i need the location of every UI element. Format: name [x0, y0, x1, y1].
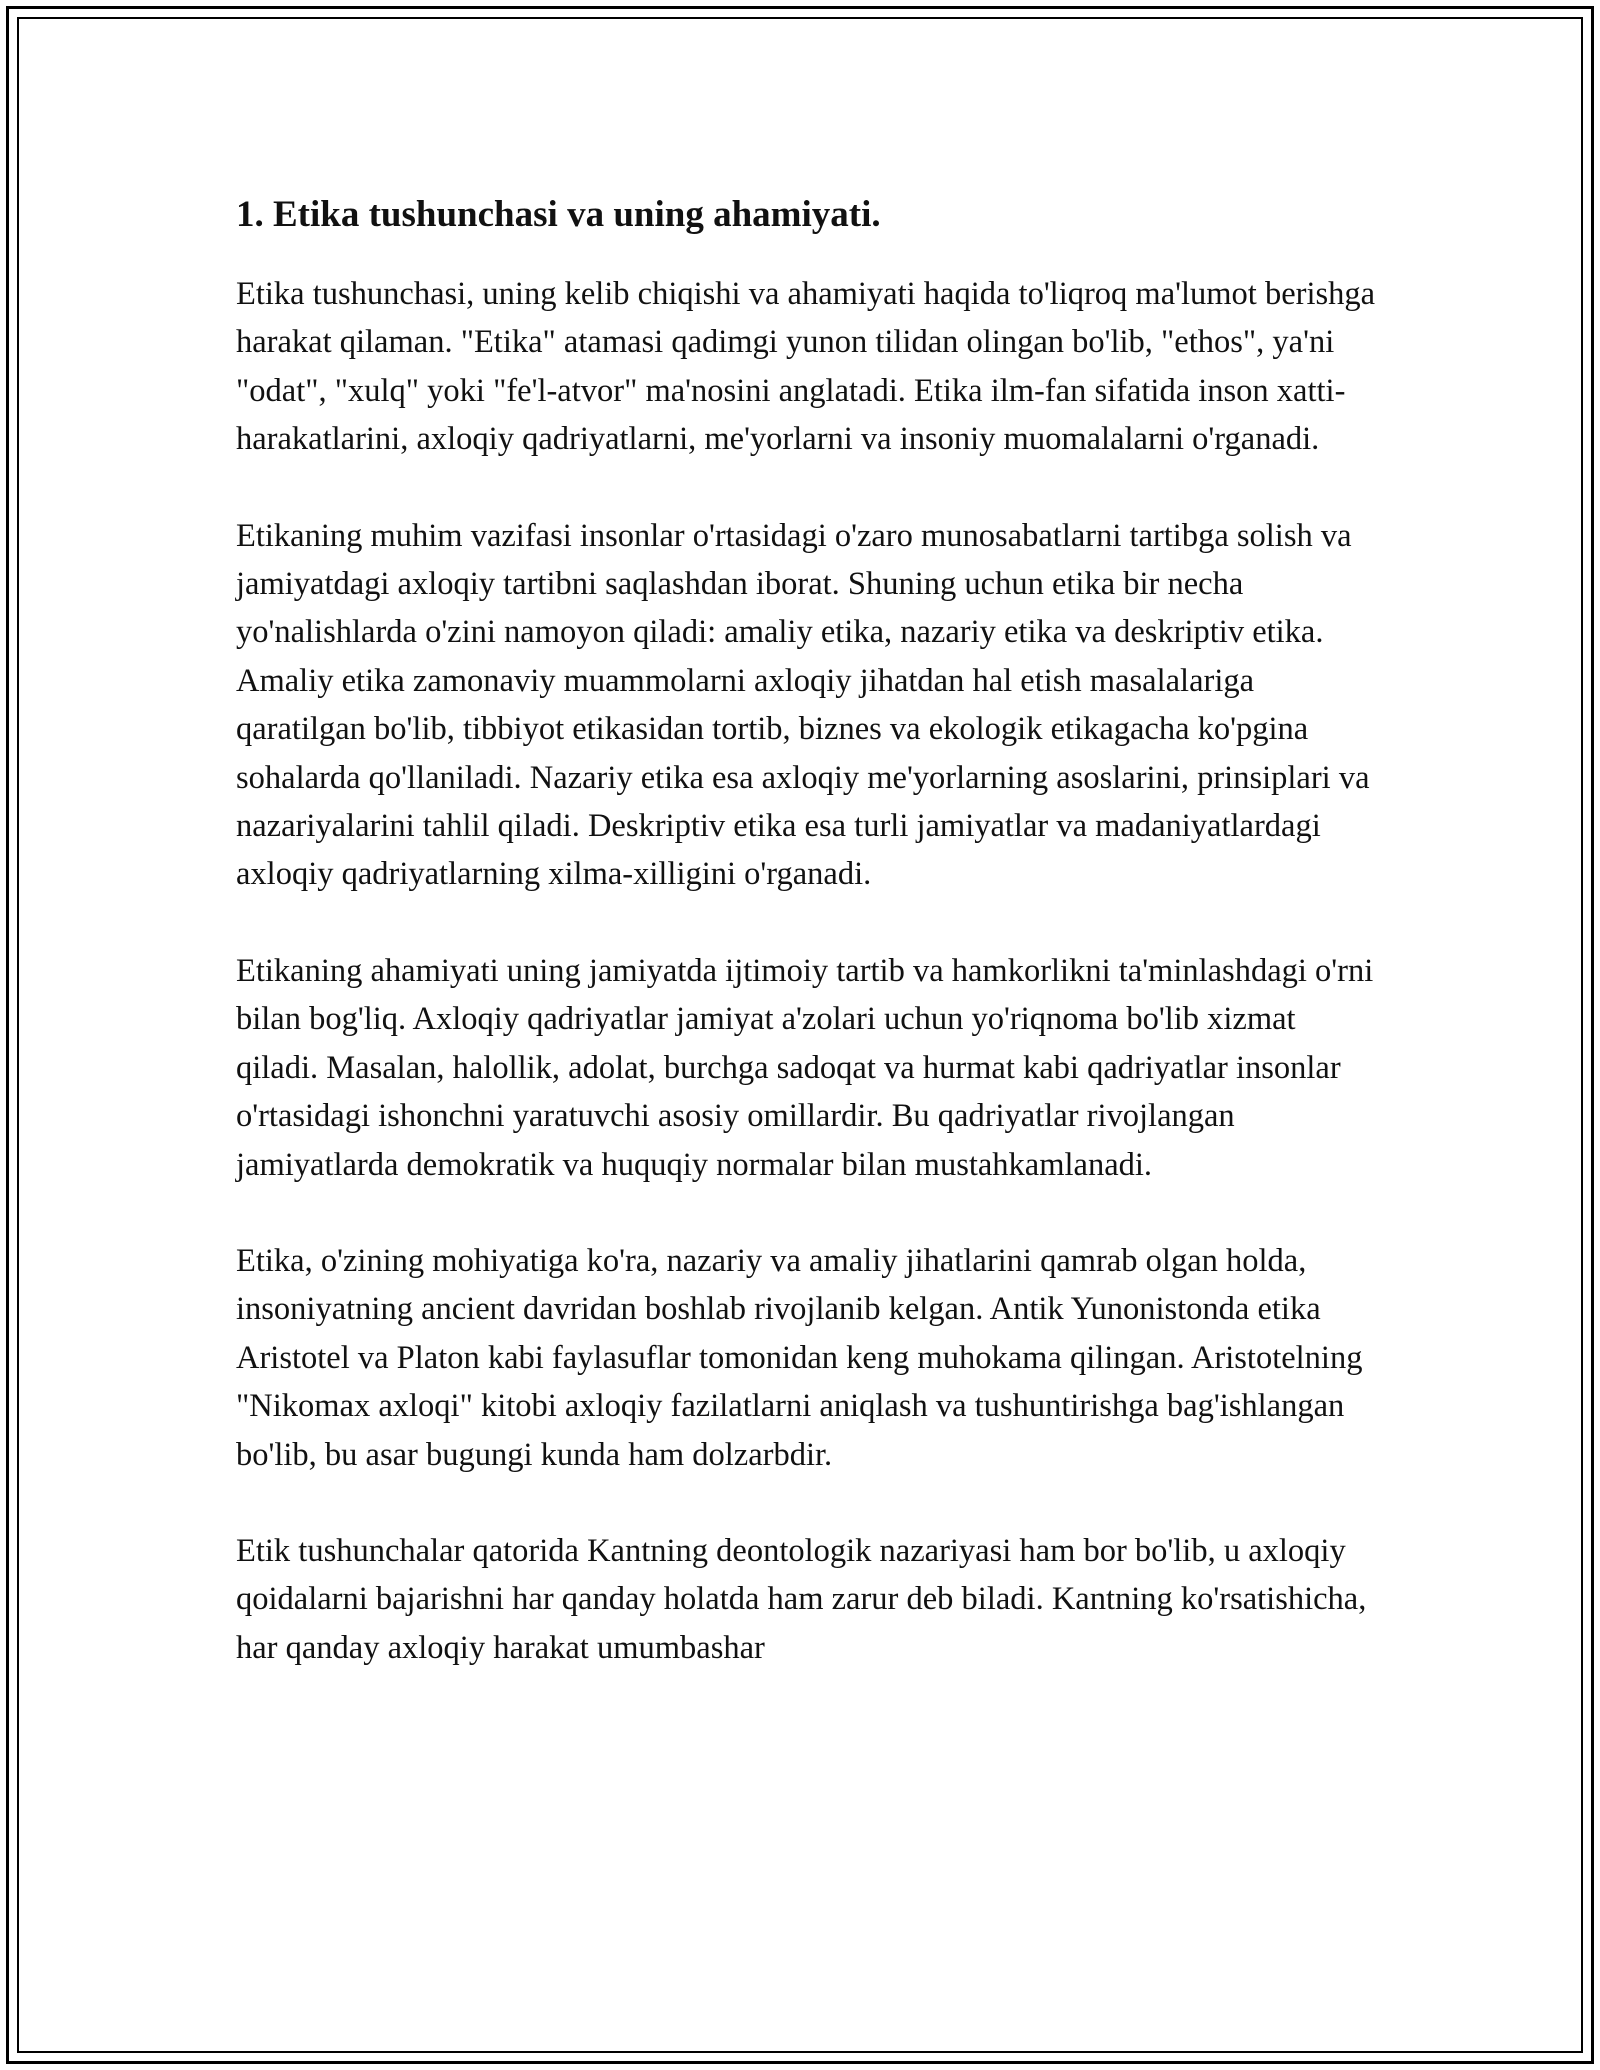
document-body: [236, 186, 1376, 1672]
paragraph-3: Etikaning ahamiyati uning jamiyatda ijtimoiy tartib va hamkorlikni ta'minlashdagi o'rni bilan bog'liq. Axloqiy qadriyatlar jamiyat a'zolari uchun yo'riqnoma bo'lib xizmat qiladi. Masalan, halollik, adolat, burchga sadoqat va hurmat kabi qadriyatlar insonlar o'rtasidagi ishonchni yaratuvchi asosiy omillardir. Bu qadriyatlar rivojlangan jamiyatlarda demokratik va huquqiy normalar bilan mustahkamlanadi.: [236, 952, 1374, 1183]
paragraph-4: Etika, o'zining mohiyatiga ko'ra, nazariy va amaliy jihatlarini qamrab olgan holda, insoniyatning ancient davridan boshlab rivojlanib kelgan. Antik Yunonistonda etika Aristotel va Platon kabi faylasuflar tomonidan keng muhokama qilingan. Aristotelning "Nikomax axloqi" kitobi axloqiy fazilatlarni aniqlash va tushuntirishga bag'ishlangan bo'lib, bu asar bugungi kunda ham dolzarbdir.: [236, 1242, 1363, 1473]
section-heading: 1. Etika tushunchasi va uning ahamiyati.: [236, 194, 881, 235]
paragraph-1: Etika tushunchasi, uning kelib chiqishi va ahamiyati haqida to'liqroq ma'lumot berishga harakat qilaman. "Etika" atamasi qadimgi yunon tilidan olingan bo'lib, "ethos", ya'ni "odat", "xulq" yoki "fe'l-atvor" ma'nosini anglatadi. Etika ilm-fan sifatida inson xatti-harakatlarini, axloqiy qadriyatlarni, me'yorlarni va insoniy muomalalarni o'rganadi.: [236, 276, 1376, 458]
paragraph-5: Etik tushunchalar qatorida Kantning deontologik nazariyasi ham bor bo'lib, u axloqiy qoidalarni bajarishni har qanday holatda ham zarur deb biladi. Kantning ko'rsatishicha, har qanday axloqiy harakat umumbashar: [236, 1532, 1367, 1666]
paragraph-2: Etikaning muhim vazifasi insonlar o'rtasidagi o'zaro munosabatlarni tartibga solish va jamiyatdagi axloqiy tartibni saqlashdan iborat. Shuning uchun etika bir necha yo'nalishlarda o'zini namoyon qiladi: amaliy etika, nazariy etika va deskriptiv etika. Amaliy etika zamonaviy muammolarni axloqiy jihatdan hal etish masalalariga qaratilgan bo'lib, tibbiyot etikasidan tortib, biznes va ekologik etikagacha ko'pgina sohalarda qo'llaniladi. Nazariy etika esa axloqiy me'yorlarning asoslarini, prinsiplari va nazariyalarini tahlil qiladi. Deskriptiv etika esa turli jamiyatlar va madaniyatlardagi axloqiy qadriyatlarning xilma-xilligini o'rganadi.: [236, 517, 1370, 893]
